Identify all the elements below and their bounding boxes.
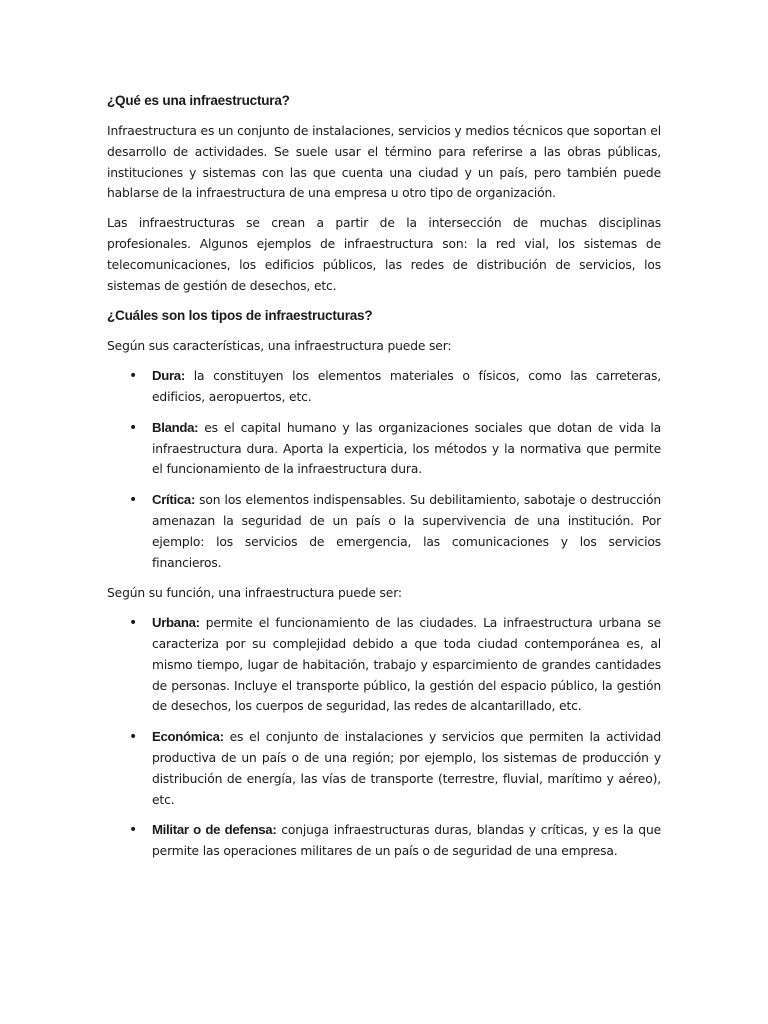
term-blanda: Blanda: <box>152 419 199 435</box>
description-militar: conjuga infraestructuras duras, blandas y críticas, y es la que permite las operaciones militares de un país o de seguridad de una empresa. <box>152 823 662 859</box>
paragraph-definition: Infraestructura es un conjunto de instalaciones, servicios y medios técnicos que soportan el desarrollo de actividades. Se suele usar el término para referirse a las obras públicas, instituciones y sistemas con las que cuenta una ciudad y un país, pero también puede hablarse de la infraestructura de una empresa u otro tipo de organización. <box>107 124 661 201</box>
term-dura: Dura: <box>152 368 185 384</box>
heading-types-of-infrastructure: ¿Cuáles son los tipos de infraestructuras? <box>107 308 373 324</box>
bullet-icon: • <box>129 729 138 746</box>
term-militar: Militar o de defensa: <box>152 822 277 838</box>
list-item-critica <box>107 490 661 573</box>
bullet-icon: • <box>129 615 138 632</box>
heading-what-is-infrastructure: ¿Qué es una infraestructura? <box>107 93 290 108</box>
list-by-function <box>107 613 661 862</box>
list-item-blanda <box>107 418 661 480</box>
description-economica: es el conjunto de instalaciones y servicios que permiten la actividad productiva de un país o de una región; por ejemplo, los sistemas de producción y distribución de energía, las vías de transporte (terrestre, fluvial, marítimo y aéreo), etc. <box>152 730 661 807</box>
description-urbana: permite el funcionamiento de las ciudades. La infraestructura urbana se caracteriza por su complejidad debido a que toda ciudad contemporánea es, al mismo tiempo, lugar de habitación, trabajo y esparcimiento de grandes cantidades de personas. Incluye el transporte público, la gestión del espacio público, la gestión de desechos, los cuerpos de seguridad, las redes de alcantarillado, etc. <box>152 616 661 714</box>
term-economica: Económica: <box>152 729 224 745</box>
bullet-icon: • <box>129 492 138 509</box>
paragraph-disciplines: Las infraestructuras se crean a partir de la intersección de muchas disciplinas profesionales. Algunos ejemplos de infraestructura son: la red vial, los sistemas de telecomunicaciones, los edificios públicos, las redes de distribución de servicios, los sistemas de gestión de desechos, etc. <box>107 216 661 293</box>
bullet-icon: • <box>129 822 138 839</box>
description-blanda: es el capital humano y las organizaciones sociales que dotan de vida la infraestructura dura. Aporta la experticia, los métodos y la normativa que permite el funcionamiento de la infraestructura dura. <box>152 420 661 477</box>
list-by-characteristics <box>107 366 661 573</box>
list-item-economica <box>107 727 661 810</box>
description-critica: son los elementos indispensables. Su debilitamiento, sabotaje o destrucción amenazan la seguridad de un país o la supervivencia de una institución. Por ejemplo: los servicios de emergencia, las comunicaciones y los servicios financieros. <box>152 493 661 570</box>
intro-by-characteristics: Según sus características, una infraestructura puede ser: <box>107 339 452 354</box>
bullet-icon: • <box>129 368 138 385</box>
intro-by-function: Según su función, una infraestructura puede ser: <box>107 586 402 601</box>
term-critica: Crítica: <box>152 492 196 508</box>
description-dura: la constituyen los elementos materiales o físicos, como las carreteras, edificios, aeropuertos, etc. <box>152 369 661 404</box>
list-item-dura <box>107 366 661 408</box>
bullet-icon: • <box>129 419 138 436</box>
list-item-militar <box>107 820 661 862</box>
term-urbana: Urbana: <box>152 615 200 631</box>
document-page <box>107 90 661 872</box>
list-item-urbana <box>107 613 661 717</box>
